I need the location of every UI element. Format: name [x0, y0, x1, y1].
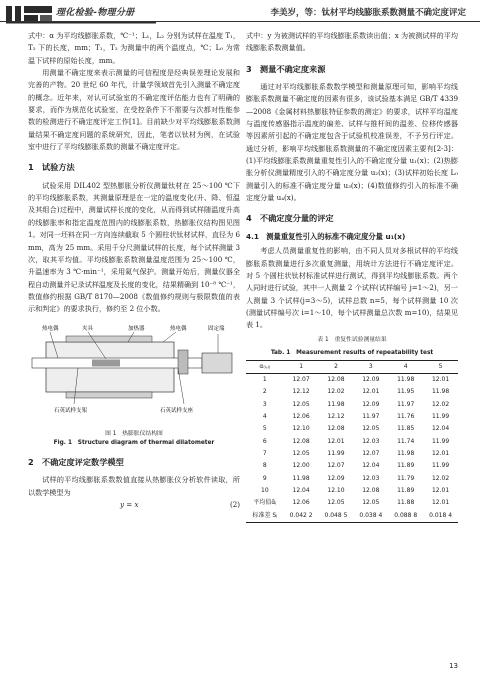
table-cell: 11.89 — [397, 487, 415, 494]
table-cell: 12.04 — [362, 462, 380, 470]
table-cell: 12.07 — [362, 449, 380, 457]
table-cell: 11.76 — [397, 412, 415, 420]
table-cell: 12.01 — [431, 487, 450, 494]
table-cell: 11.98 — [397, 449, 415, 457]
table-cell: 12.05 — [292, 449, 310, 457]
table-cell: 11.99 — [431, 412, 450, 420]
table-cell: 10 — [261, 487, 269, 494]
repeatability-table — [246, 360, 458, 523]
paragraph: 式中：y 为被测试样的平均线膨胀系数读出值；x 为被测试样的平均线膨胀系数测量值。 — [246, 31, 458, 53]
table-cell: 平均值ᾱⱼ — [253, 499, 277, 507]
label-support: 石英试样支架 — [54, 407, 88, 414]
subsection-heading: 4.1 测量重复性引入的标准不确定度分量 u₁(x) — [246, 231, 406, 241]
table-cell: 8 — [262, 462, 267, 470]
paragraph: 试验采用 DIL402 型热膨胀分析仪测量钛材在 25～100 ℃下的平均线膨胀系数，其测量原理是在一定的温度变化(升、降、恒温及其组合)过程中，测量试样长度的变化，从而得到试样随温度升高的线膨胀率和指定温度范围内的线膨胀系数，热膨胀仪结构图见图 1。对同一坯料在同一方向连续截取 5 个圆柱状钛材试样，直径为 6 mm，高为 25 mm。采用千分尺测量试样的长度，每个试样测量 3 次，取其平均值。平均线膨胀系数测量温度范围为 25～100 ℃，升温速率为 3 ℃·min⁻¹，采用氦气保护。测量开始后，测量仪器全程自动测量并记录试样温度及长度的变化，结果精确到 10⁻⁸ ℃⁻¹，数值修约根据 GB/T 8170—2008《数值修约规则与极限数值的表示和判定》的要求执行，修约至 2 位小数。 — [28, 180, 240, 314]
table-cell: 12.06 — [292, 499, 310, 507]
table-row — [246, 485, 458, 497]
table-header-cell: 5 — [438, 362, 443, 370]
label-thermocouple-2: 热电偶 — [170, 325, 187, 332]
label-rod: 石英试样支座 — [160, 407, 194, 414]
table-cell: 12.02 — [327, 388, 345, 396]
right-column — [246, 30, 458, 523]
table-cell: 11.97 — [362, 412, 380, 420]
table-cell: 12.05 — [362, 499, 380, 507]
table-cell: 12.05 — [292, 400, 310, 408]
table-cell: 0.038 4 — [359, 511, 383, 519]
table-caption-cn: 表 1 重复性试验测量结果 — [317, 336, 387, 343]
table-row — [246, 386, 458, 398]
equation-formula: y = x — [120, 499, 139, 509]
table-cell: 5 — [262, 425, 267, 433]
table-body — [246, 373, 458, 522]
table-cell: 12.02 — [431, 474, 450, 482]
table-cell: 12.08 — [292, 437, 310, 445]
table-cell: 12.08 — [327, 375, 345, 383]
equation — [28, 499, 240, 513]
section-heading: 4 不确定度分量的评定 — [246, 213, 334, 224]
table-cell: 11.98 — [327, 400, 345, 408]
table-row — [246, 448, 458, 460]
table-header-cell: 3 — [368, 362, 373, 370]
table-row — [246, 497, 458, 509]
table-row — [246, 510, 458, 523]
table-cell: 12.01 — [431, 499, 450, 507]
table-cell: 0.088 8 — [394, 511, 418, 519]
paragraph: 通过对平均线膨胀系数数学模型和测量原理可知，影响平均线膨胀系数测量不确定度的因素有很多，该试验基本满足 GB/T 4339—2008《金属材料热膨胀特征参数的测定》的要求，试样平均温度与温度传感器指示温度的偏差、试样与推杆间的温差、位移传感器等因素所引起的不确定度包含于试验机校准误差，不予另行评定。通过分析，影响平均线膨胀系数测量的不确定度因素主要有[2-3]：(1)平均线膨胀系数测量重复性引入的不确定度分量 u₁(x)；(2)热膨胀分析仪测量精度引入的不确定度分量 u₂(x)；(3)试样初始长度 L₀ 测量引入的标准不确定度分量 u₃(x)；(4)数值修约引入的标准不确定度分量 u₄(x)。 — [246, 82, 458, 203]
table-cell: 12.09 — [327, 474, 345, 482]
table-header-cell: α₍ᵢ,ⱼ₎ — [259, 362, 271, 370]
table-cell: 12.06 — [292, 412, 310, 420]
table-cell: 12.01 — [362, 388, 380, 396]
table-cell: 12.10 — [292, 425, 310, 433]
table-cell: 11.98 — [397, 375, 415, 383]
table-caption-en: Tab. 1 Measurement results of repeatability test — [270, 349, 434, 356]
table-cell: 12.07 — [292, 375, 310, 383]
table-cell: 12.07 — [327, 462, 345, 470]
section-heading: 1 试验方法 — [28, 162, 75, 173]
table-cell: 11.99 — [327, 449, 345, 457]
table-cell: 12.01 — [431, 375, 450, 383]
table-cell: 11.99 — [431, 462, 450, 470]
table-cell: 11.98 — [431, 388, 450, 396]
table-cell: 2 — [262, 388, 267, 396]
paragraph: 式中：α 为平均线膨胀系数，℃⁻¹；L₁，L₂ 分别为试样在温度 T₁，T₂ 下的长度，mm；T₁，T₂ 为测量中的两个温度点，℃；L₀ 为常温下试样的原始长度，mm。 — [28, 31, 240, 65]
header-rule — [0, 21, 480, 22]
figure-caption-en: Fig. 1 Structure diagram of thermal dilatometer — [53, 439, 215, 446]
table-row — [246, 423, 458, 435]
table-cell: 12.01 — [431, 449, 450, 457]
table-cell: 12.04 — [431, 425, 450, 433]
label-heater: 加热器 — [128, 325, 145, 332]
section-heading: 3 测量不确定度来源 — [246, 63, 326, 74]
table-cell: 6 — [262, 437, 267, 445]
table-row — [246, 436, 458, 448]
table-cell: 12.00 — [292, 462, 310, 470]
table-cell: 12.08 — [362, 487, 380, 494]
label-fixed-end: 固定端 — [208, 325, 225, 332]
label-clamp: 夹具 — [82, 325, 94, 332]
table-row — [246, 373, 458, 386]
table-header-cell: 2 — [334, 362, 338, 370]
table-cell: 12.05 — [327, 499, 345, 507]
table-cell: 12.01 — [327, 437, 345, 445]
table-header-row — [246, 360, 458, 373]
figure-caption-cn: 图 1 热膨胀仪结构图 — [105, 430, 163, 437]
table-cell: 12.10 — [327, 487, 345, 494]
section-heading: 2 不确定度评定数学模型 — [28, 456, 124, 467]
table-cell: 12.12 — [292, 388, 310, 396]
table-cell: 12.09 — [362, 400, 380, 408]
table-cell: 12.04 — [292, 487, 310, 494]
table-cell: 11.97 — [397, 400, 415, 408]
table-cell: 11.85 — [397, 425, 415, 433]
table-cell: 12.05 — [362, 425, 380, 433]
table-cell: 12.08 — [327, 425, 345, 433]
table-row — [246, 460, 458, 472]
paragraph: 用测量不确定度来表示测量的可信程度是经典误差理论发展和完善的产物。20 世纪 60 年代，计量学领域首先引入测量不确定度的概念。近年来，对认可试验室的不确定度评估能力也有了明确的要求，而作为规范化试验室，在受控条件下不需要与次都对性能参数的检测进行不确定度评定工作[1]。目前缺少对平均线膨胀系数测量结果不确定度问题的系统研究，因此，笔者以钛材为例，在试验室中进行了平均线膨胀系数的测量不确定度评定。 — [28, 68, 240, 152]
label-thermocouple: 热电偶 — [42, 325, 59, 332]
table-header-cell: 4 — [403, 362, 408, 370]
table-cell: 0.042 2 — [289, 511, 313, 519]
table-header-cell: 1 — [299, 362, 304, 370]
table-cell: 11.89 — [397, 462, 415, 470]
table-row — [246, 411, 458, 423]
table-cell: 11.74 — [397, 437, 415, 445]
table-cell: 9 — [262, 474, 267, 482]
table-cell: 11.98 — [292, 474, 310, 482]
table-cell: 12.02 — [431, 400, 450, 408]
table-cell: 11.95 — [397, 388, 415, 396]
equation-number: (2) — [229, 499, 240, 509]
page-number: 13 — [449, 662, 458, 670]
paragraph: 考虑人员测量重复性的影响，由不同人员对多根试样的平均线膨胀系数测量进行多次重复测量，用统计方法进行不确定度评定。对 5 个圆柱状钛材标准试样进行测试，得到平均线膨胀系数。两个人同时进行试验，其中一人测量 2 个试样(试样编号 j=1～2)，另一人测量 3 个试样(j=3～5)，试样总数 n=5，每个试样测量 10 次(测量试样编号次 i=1～10，每个试样测量总次数 m=10)，结果见表 1。 — [246, 246, 458, 330]
paragraph: 试样的平均线膨胀系数数值直接从热膨胀仪分析软件读取，所以数学模型为 — [28, 475, 240, 497]
table-row — [246, 399, 458, 411]
table-cell: 7 — [262, 449, 267, 457]
journal-name: 理化检验-物理分册 — [56, 8, 135, 18]
table-row — [246, 473, 458, 485]
table-cell: 0.018 4 — [429, 511, 453, 519]
table-cell: 12.03 — [362, 437, 380, 445]
table-cell: 1 — [262, 375, 267, 383]
table-cell: 11.79 — [397, 474, 415, 482]
table-cell: 标准差 Sⱼ — [252, 511, 278, 519]
table-cell: 4 — [262, 412, 267, 420]
table-cell: 11.99 — [431, 437, 450, 445]
dilatometer-diagram — [28, 322, 240, 422]
running-title: 李美岁，等：钛材平均线膨胀系数测量不确定度评定 — [270, 8, 466, 18]
table-cell: 12.03 — [362, 474, 380, 482]
table-cell: 12.09 — [362, 375, 380, 383]
table-cell: 11.88 — [397, 499, 415, 507]
table-cell: 12.12 — [327, 412, 345, 420]
left-column — [28, 30, 240, 513]
table-cell: 3 — [262, 400, 267, 408]
table-cell: 0.048 5 — [324, 511, 348, 519]
